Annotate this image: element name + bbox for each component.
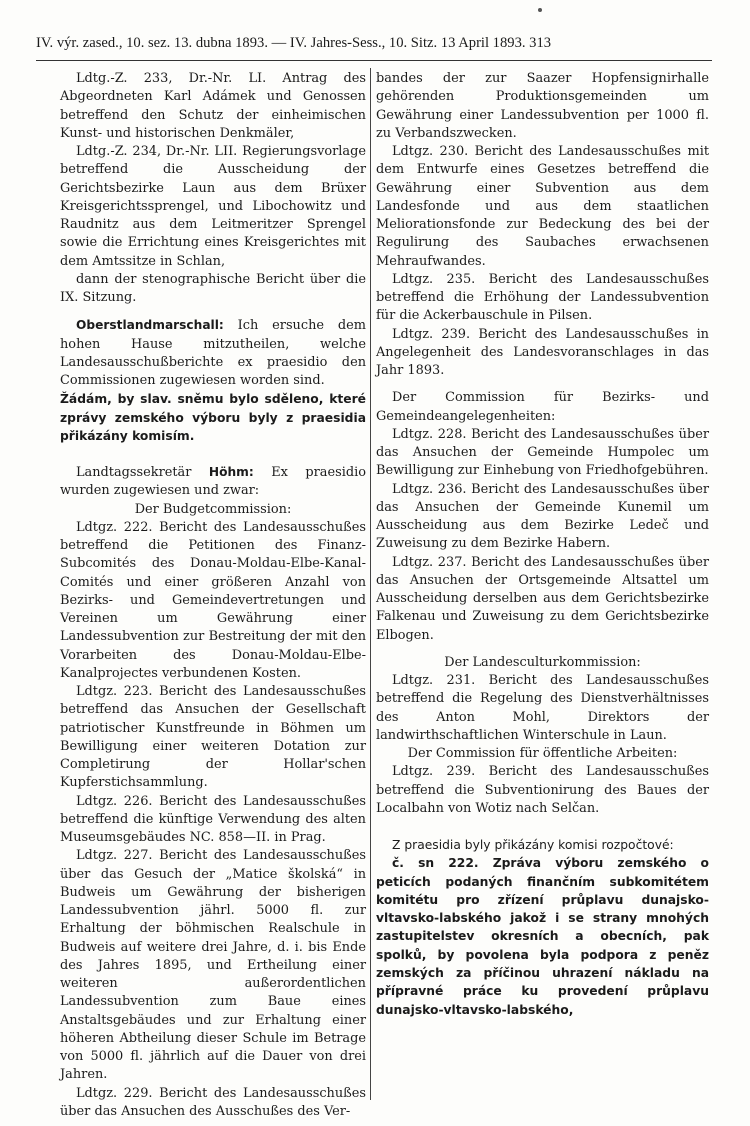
header-rule: [36, 60, 712, 61]
section-heading: Der Budgetcommission:: [134, 501, 292, 517]
czech-paragraph: Žádám, by slav. sněmu bylo sděleno, které zprávy zemského výboru byly z praesidia přikázány komisím.: [60, 392, 366, 443]
right-column: [376, 70, 709, 1019]
paragraph: Ldtgz. 236. Bericht des Landesausschußes über das Ansuchen der Gemeinde Kunemil um Ausscheidung aus dem Bezirke Ledeč und Zuweisung zu dem Bezirke Habern.: [376, 481, 709, 552]
section-heading: Der Landesculturkommission:: [444, 654, 641, 670]
paragraph: Ldtgz. 222. Bericht des Landesausschußes betreffend die Petitionen des Finanz-Subcomités des Donau-Moldau-Elbe-Kanal-Comités und einer größeren Anzahl von Bezirks- und Gemeindevertretungen und Vereinen um Gewährung einer Landessubvention zur Bestreitung der mit den Vorarbeiten des Donau-Moldau-Elbe-Kanalprojectes verbundenen Kosten.: [60, 519, 366, 681]
paragraph: Ldtgz. 230. Bericht des Landesausschußes mit dem Entwurfe eines Gesetzes betreffend die Gewährung einer Subvention aus dem Landesfonde und aus dem staatlichen Meliorationsfonde zur Bedeckung des bei der Regulirung des Saubaches erwachsenen Mehraufwandes.: [376, 144, 709, 269]
paragraph: dann der stenographische Bericht über die IX. Sitzung.: [60, 271, 366, 305]
paragraph: Ldtgz. 231. Bericht des Landesausschußes betreffend die Regelung des Dienstverhältnisses des Anton Mohl, Direktors der landwirthschaftlichen Winterschule in Laun.: [376, 673, 709, 743]
paragraph: Ldtgz. 229. Bericht des Landesausschußes über das Ansuchen des Ausschußes des Ver-: [60, 1085, 366, 1119]
paragraph: Ldtgz. 237. Bericht des Landesausschußes über das Ansuchen der Ortsgemeinde Altsattel um Ausscheidung derselben aus dem Gerichtsbezirke Falkenau und Zuweisung zu dem Gerichtsbezirke Elbogen.: [376, 554, 709, 643]
speaker-name: Höhm:: [208, 465, 254, 480]
ink-dot: [538, 8, 542, 12]
column-divider: [370, 68, 371, 1100]
paragraph: Ldtg.-Z. 234, Dr.-Nr. LII. Regierungsvorlage betreffend die Ausscheidung der Gerichtsbezirke Laun aus dem Brüxer Kreisgerichtssprengel, und Libochowitz und Raudnitz aus dem Leitmeritzer Sprengel sowie die Errichtung eines Kreisgerichtes mit dem Amtssitze in Schlan,: [60, 144, 366, 269]
czech-heading: Z praesidia byly přikázány komisi rozpočtové:: [392, 838, 674, 852]
paragraph: Ldtgz. 227. Bericht des Landesausschußes über das Gesuch der „Matice školská“ in Budweis um Gewährung der bisherigen Landessubvention jährl. 5000 fl. zur Erhaltung der böhmischen Realschule in Budweis auf weitere drei Jahre, d. i. bis Ende des Jahres 1895, und Ertheilung einer weiteren außerordentlichen Landessubvention zum Baue eines Anstaltsgebäudes und zur Erhaltung einer höheren Abtheilung dieser Schule im Betrage von 5000 fl. jährlich auf die Dauer von drei Jahren.: [60, 848, 366, 1083]
paragraph: Ldtg.-Z. 233, Dr.-Nr. LI. Antrag des Abgeordneten Karl Adámek und Genossen betreffend den Schutz der einheimischen Kunst- und historischen Denkmäler,: [60, 71, 366, 141]
left-column: [60, 70, 366, 1121]
paragraph: Ldtgz. 228. Bericht des Landesausschußes über das Ansuchen der Gemeinde Humpolec um Bewilligung zur Einhebung von Friedhofgebühren.: [376, 426, 709, 479]
speaker-title: Landtagssekretär: [76, 465, 192, 481]
section-heading: Der Commission für öffentliche Arbeiten:: [407, 746, 678, 761]
paragraph: Ldtgz. 239. Bericht des Landesausschußes betreffend die Subventionirung des Baues der Localbahn von Wotiz nach Selčan.: [376, 764, 709, 816]
paragraph: bandes der zur Saazer Hopfensignirhalle gehörenden Produktionsgemeinden um Gewährung einer Landessubvention per 1000 fl. zu Verbandszwecken.: [376, 71, 709, 141]
paragraph: Ldtgz. 226. Bericht des Landesausschußes betreffend die künftige Verwendung des alten Museumsgebäudes NC. 858—II. in Prag.: [60, 793, 366, 846]
paragraph: Ldtgz. 239. Bericht des Landesausschußes in Angelegenheit des Landesvoranschlages in das Jahr 1893.: [376, 326, 709, 378]
paragraph: Ldtgz. 235. Bericht des Landesausschußes betreffend die Erhöhung der Landessubvention für die Ackerbauschule in Pilsen.: [376, 271, 709, 324]
running-header: IV. výr. zased., 10. sez. 13. dubna 1893. — IV. Jahres-Sess., 10. Sitz. 13 April 1893. 313: [36, 35, 552, 51]
section-heading: Der Commission für Bezirks- und Gemeindeangelegenheiten:: [376, 390, 709, 424]
paragraph: Ldtgz. 223. Bericht des Landesausschußes betreffend das Ansuchen der Gesellschaft patriotischer Kunstfreunde in Böhmen um Bewilligung einer weiteren Dotation zur Completirung der Hollar'schen Kupferstichsammlung.: [60, 684, 366, 791]
paragraph-text: Ex praesidio wurden zugewiesen und zwar:: [60, 465, 366, 499]
paragraph-text: Ich ersuche dem hohen Hause mitzutheilen, welche Landesausschußberichte ex praesidio den Commissionen zugewiesen worden sind.: [60, 318, 366, 388]
speaker-paragraph: [60, 463, 366, 501]
speaker-name: Oberstlandmarschall:: [76, 318, 224, 333]
czech-paragraph: č. sn 222. Zpráva výboru zemského o peticích podaných finančním subkomitétem komitétu pro zřízení průplavu dunajsko-vltavsko-labského jakož i se strany mnohých zastupitelstev okresních a obecních, pak spolků, by povolena byla podpora z peněz zemských za příčinou uhrazení nákladu na přípravné práce ku provedení průplavu dunajsko-vltavsko-labského,: [376, 856, 709, 1017]
speaker-paragraph: [60, 316, 366, 390]
